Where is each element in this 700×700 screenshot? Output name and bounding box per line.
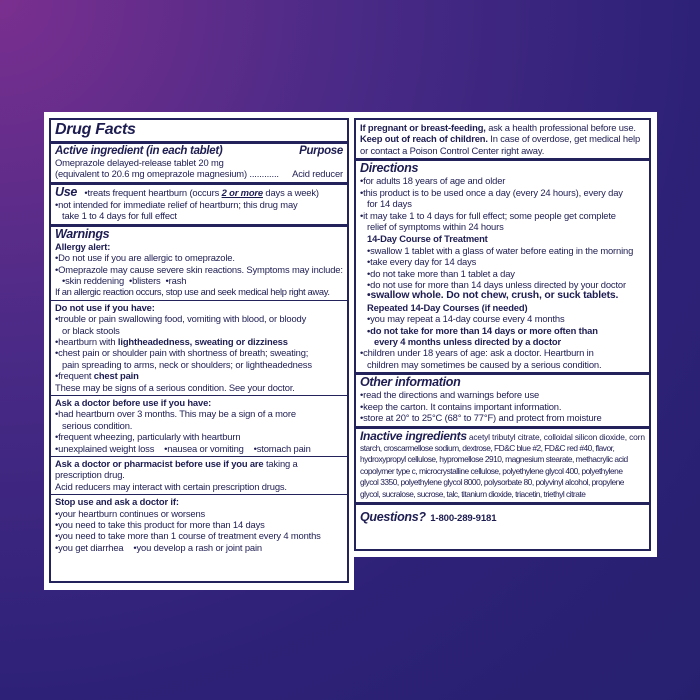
pregnant-section: [356, 120, 649, 158]
stop-use-heading: Stop use and ask a doctor if:: [55, 496, 179, 508]
use-line-1b: 2 or more: [221, 186, 263, 198]
stop-use-line-3: • you need to take more than 1 course of treatment every 4 months: [55, 530, 343, 541]
warnings-section: [51, 227, 347, 300]
ask-pharmacist-rest: taking a: [263, 458, 298, 470]
repeat-line-2b: every 4 months unless directed by a doctor: [374, 336, 561, 348]
keep-out-of-reach: Keep out of reach of children.: [360, 133, 488, 145]
allergy-line-2: • Omeprazole may cause severe skin reactions. Symptoms may include:: [55, 264, 343, 275]
allergy-line-1: • Do not use if you are allergic to omeprazole.: [55, 252, 343, 263]
directions-heading: Directions: [360, 161, 419, 176]
use-heading: Use: [55, 184, 78, 199]
stop-use-section: [51, 495, 347, 555]
inactive-line-4: copolymer type c, microcrystalline cellulose, polyethylene glycol 400, polyethylene: [360, 465, 623, 476]
ask-doctor-line-3a: • unexplained weight loss: [55, 443, 154, 454]
other-line-3: • store at 20° to 25°C (68° to 77°F) and protect from moisture: [360, 412, 645, 423]
allergy-symptom-2: • blisters: [129, 275, 161, 286]
active-ingredient-heading: Active ingredient (in each tablet): [55, 144, 223, 157]
ask-pharmacist-heading: Ask a doctor or pharmacist before use if you are: [55, 458, 264, 470]
overdose-line: In case of overdose, get medical help: [487, 133, 641, 145]
stop-use-line-1: • your heartburn continues or worsens: [55, 508, 343, 519]
ask-doctor-section: [51, 396, 347, 456]
ask-doctor-line-1b: serious condition.: [62, 419, 133, 431]
pregnant-line-1b: ask a health professional before use.: [485, 122, 636, 133]
allergy-symptom-1: • skin reddening: [62, 275, 124, 286]
inactive-line-1: acetyl tributyl citrate, colloidal silicon dioxide, corn: [468, 431, 645, 442]
course-line-5: • swallow whole. Do not chew, crush, or suck tablets.: [360, 290, 645, 301]
course-line-1: • swallow 1 tablet with a glass of water before eating in the morning: [360, 245, 645, 256]
active-line-2: (equivalent to 20.6 mg omeprazole magnesium) ............: [55, 168, 279, 180]
inactive-heading: Inactive ingredients: [360, 428, 467, 443]
other-line-2: • keep the carton. It contains important information.: [360, 401, 645, 412]
ask-doctor-line-1: • had heartburn over 3 months. This may be a sign of a more: [55, 408, 343, 419]
repeat-heading: Repeated 14-Day Courses (if needed): [367, 301, 528, 313]
use-line-1c: days a week): [262, 186, 319, 198]
drug-facts-left-panel: [44, 112, 354, 590]
warnings-heading: Warnings: [55, 226, 110, 241]
allergy-heading: Allergy alert:: [55, 240, 111, 252]
use-section: [51, 185, 347, 224]
left-facts-box: [49, 118, 349, 583]
directions-line-1: • for adults 18 years of age and older: [360, 175, 645, 186]
ask-doctor-line-3b: • nausea or vomiting: [164, 443, 244, 454]
drug-facts-title: Drug Facts: [55, 121, 136, 138]
stop-use-line-4a: • you get diarrhea: [55, 542, 124, 553]
directions-line-3b: relief of symptoms within 24 hours: [367, 220, 504, 232]
allergy-line-4: If an allergic reaction occurs, stop use and seek medical help right away.: [55, 286, 330, 298]
directions-section: [356, 161, 649, 372]
inactive-line-2: starch, croscarmellose sodium, dextrose, FD&C blue #2, FD&C red #40, flavor,: [360, 443, 615, 453]
inactive-line-5: glycol 3350, polyethylene glycol 8000, polysorbate 80, polyvinyl alcohol, propylene: [360, 477, 624, 488]
repeat-line-2: • do not take for more than 14 days or more often than: [360, 325, 645, 336]
questions-phone[interactable]: 1-800-289-9181: [430, 513, 497, 525]
other-info-section: [356, 375, 649, 425]
ask-doctor-line-2: • frequent wheezing, particularly with heartburn: [55, 431, 343, 442]
other-info-heading: Other information: [360, 375, 461, 390]
right-facts-box: [354, 118, 651, 551]
use-line-3: take 1 to 4 days for full effect: [62, 210, 177, 222]
ask-pharmacist-line-2: Acid reducers may interact with certain prescription drugs.: [55, 480, 287, 492]
inactive-section: [356, 429, 649, 502]
do-not-use-line-2b: lightheadedness, sweating or dizziness: [117, 335, 288, 347]
do-not-use-line-5: These may be signs of a serious condition. See your doctor.: [55, 381, 295, 393]
poison-control-line: or contact a Poison Control Center right away.: [360, 144, 545, 156]
ask-doctor-line-3c: • stomach pain: [254, 443, 311, 454]
allergy-symptom-3: • rash: [166, 275, 187, 286]
do-not-use-line-4b: chest pain: [93, 370, 139, 382]
do-not-use-line-2a: • heartburn with: [55, 336, 118, 347]
active-line-1: Omeprazole delayed-release tablet 20 mg: [55, 156, 224, 168]
do-not-use-heading: Do not use if you have:: [55, 301, 155, 313]
other-line-1: • read the directions and warnings before use: [360, 389, 645, 400]
stop-use-line-4b: • you develop a rash or joint pain: [133, 542, 262, 553]
pregnant-line-1a: If pregnant or breast-feeding,: [360, 122, 486, 133]
do-not-use-line-4a: • frequent: [55, 370, 94, 381]
do-not-use-section: [51, 301, 347, 395]
use-line-1a: • treats frequent heartburn (occurs: [84, 187, 221, 198]
ask-pharmacist-section: [51, 457, 347, 494]
stop-use-line-2: • you need to take this product for more than 14 days: [55, 519, 343, 530]
children-line-1b: children may sometimes be caused by a serious condition.: [367, 358, 602, 370]
course-line-4: • do not use for more than 14 days unless directed by your doctor: [360, 279, 645, 290]
course-line-3: • do not take more than 1 tablet a day: [360, 268, 645, 279]
questions-section: [356, 505, 649, 528]
drug-facts-right-panel: [354, 112, 657, 557]
active-purpose: Acid reducer: [292, 168, 343, 180]
directions-line-3: • it may take 1 to 4 days for full effect; some people get complete: [360, 210, 645, 221]
active-ingredient-section: [51, 144, 347, 182]
inactive-line-6: glycol, sucralose, sucrose, talc, titanium dioxide, triacetin, triethyl citrate: [360, 488, 586, 499]
do-not-use-line-3b: pain spreading to arms, neck or shoulders; or lightheadedness: [62, 358, 312, 370]
directions-line-2b: for 14 days: [367, 198, 412, 210]
do-not-use-line-1b: or black stools: [62, 324, 120, 336]
course-heading: 14-Day Course of Treatment: [367, 233, 488, 245]
children-line-1: • children under 18 years of age: ask a doctor. Heartburn in: [360, 347, 645, 358]
ask-pharmacist-line-1: prescription drug.: [55, 469, 125, 481]
do-not-use-line-3: • chest pain or shoulder pain with shortness of breath; sweating;: [55, 347, 343, 358]
inactive-line-3: hydroxypropyl cellulose, hypromellose 2910, magnesium stearate, methacrylic acid: [360, 454, 628, 465]
ask-doctor-heading: Ask a doctor before use if you have:: [55, 397, 212, 409]
purpose-heading: Purpose: [299, 144, 343, 157]
drug-facts-header-section: [51, 120, 347, 141]
repeat-line-1: • you may repeat a 14-day course every 4 months: [360, 313, 645, 324]
use-line-2: • not intended for immediate relief of heartburn; this drug may: [55, 199, 343, 210]
directions-line-2: • this product is to be used once a day (every 24 hours), every day: [360, 187, 645, 198]
do-not-use-line-1: • trouble or pain swallowing food, vomiting with blood, or bloody: [55, 313, 343, 324]
course-line-2: • take every day for 14 days: [360, 256, 645, 267]
questions-heading: Questions?: [360, 510, 426, 525]
